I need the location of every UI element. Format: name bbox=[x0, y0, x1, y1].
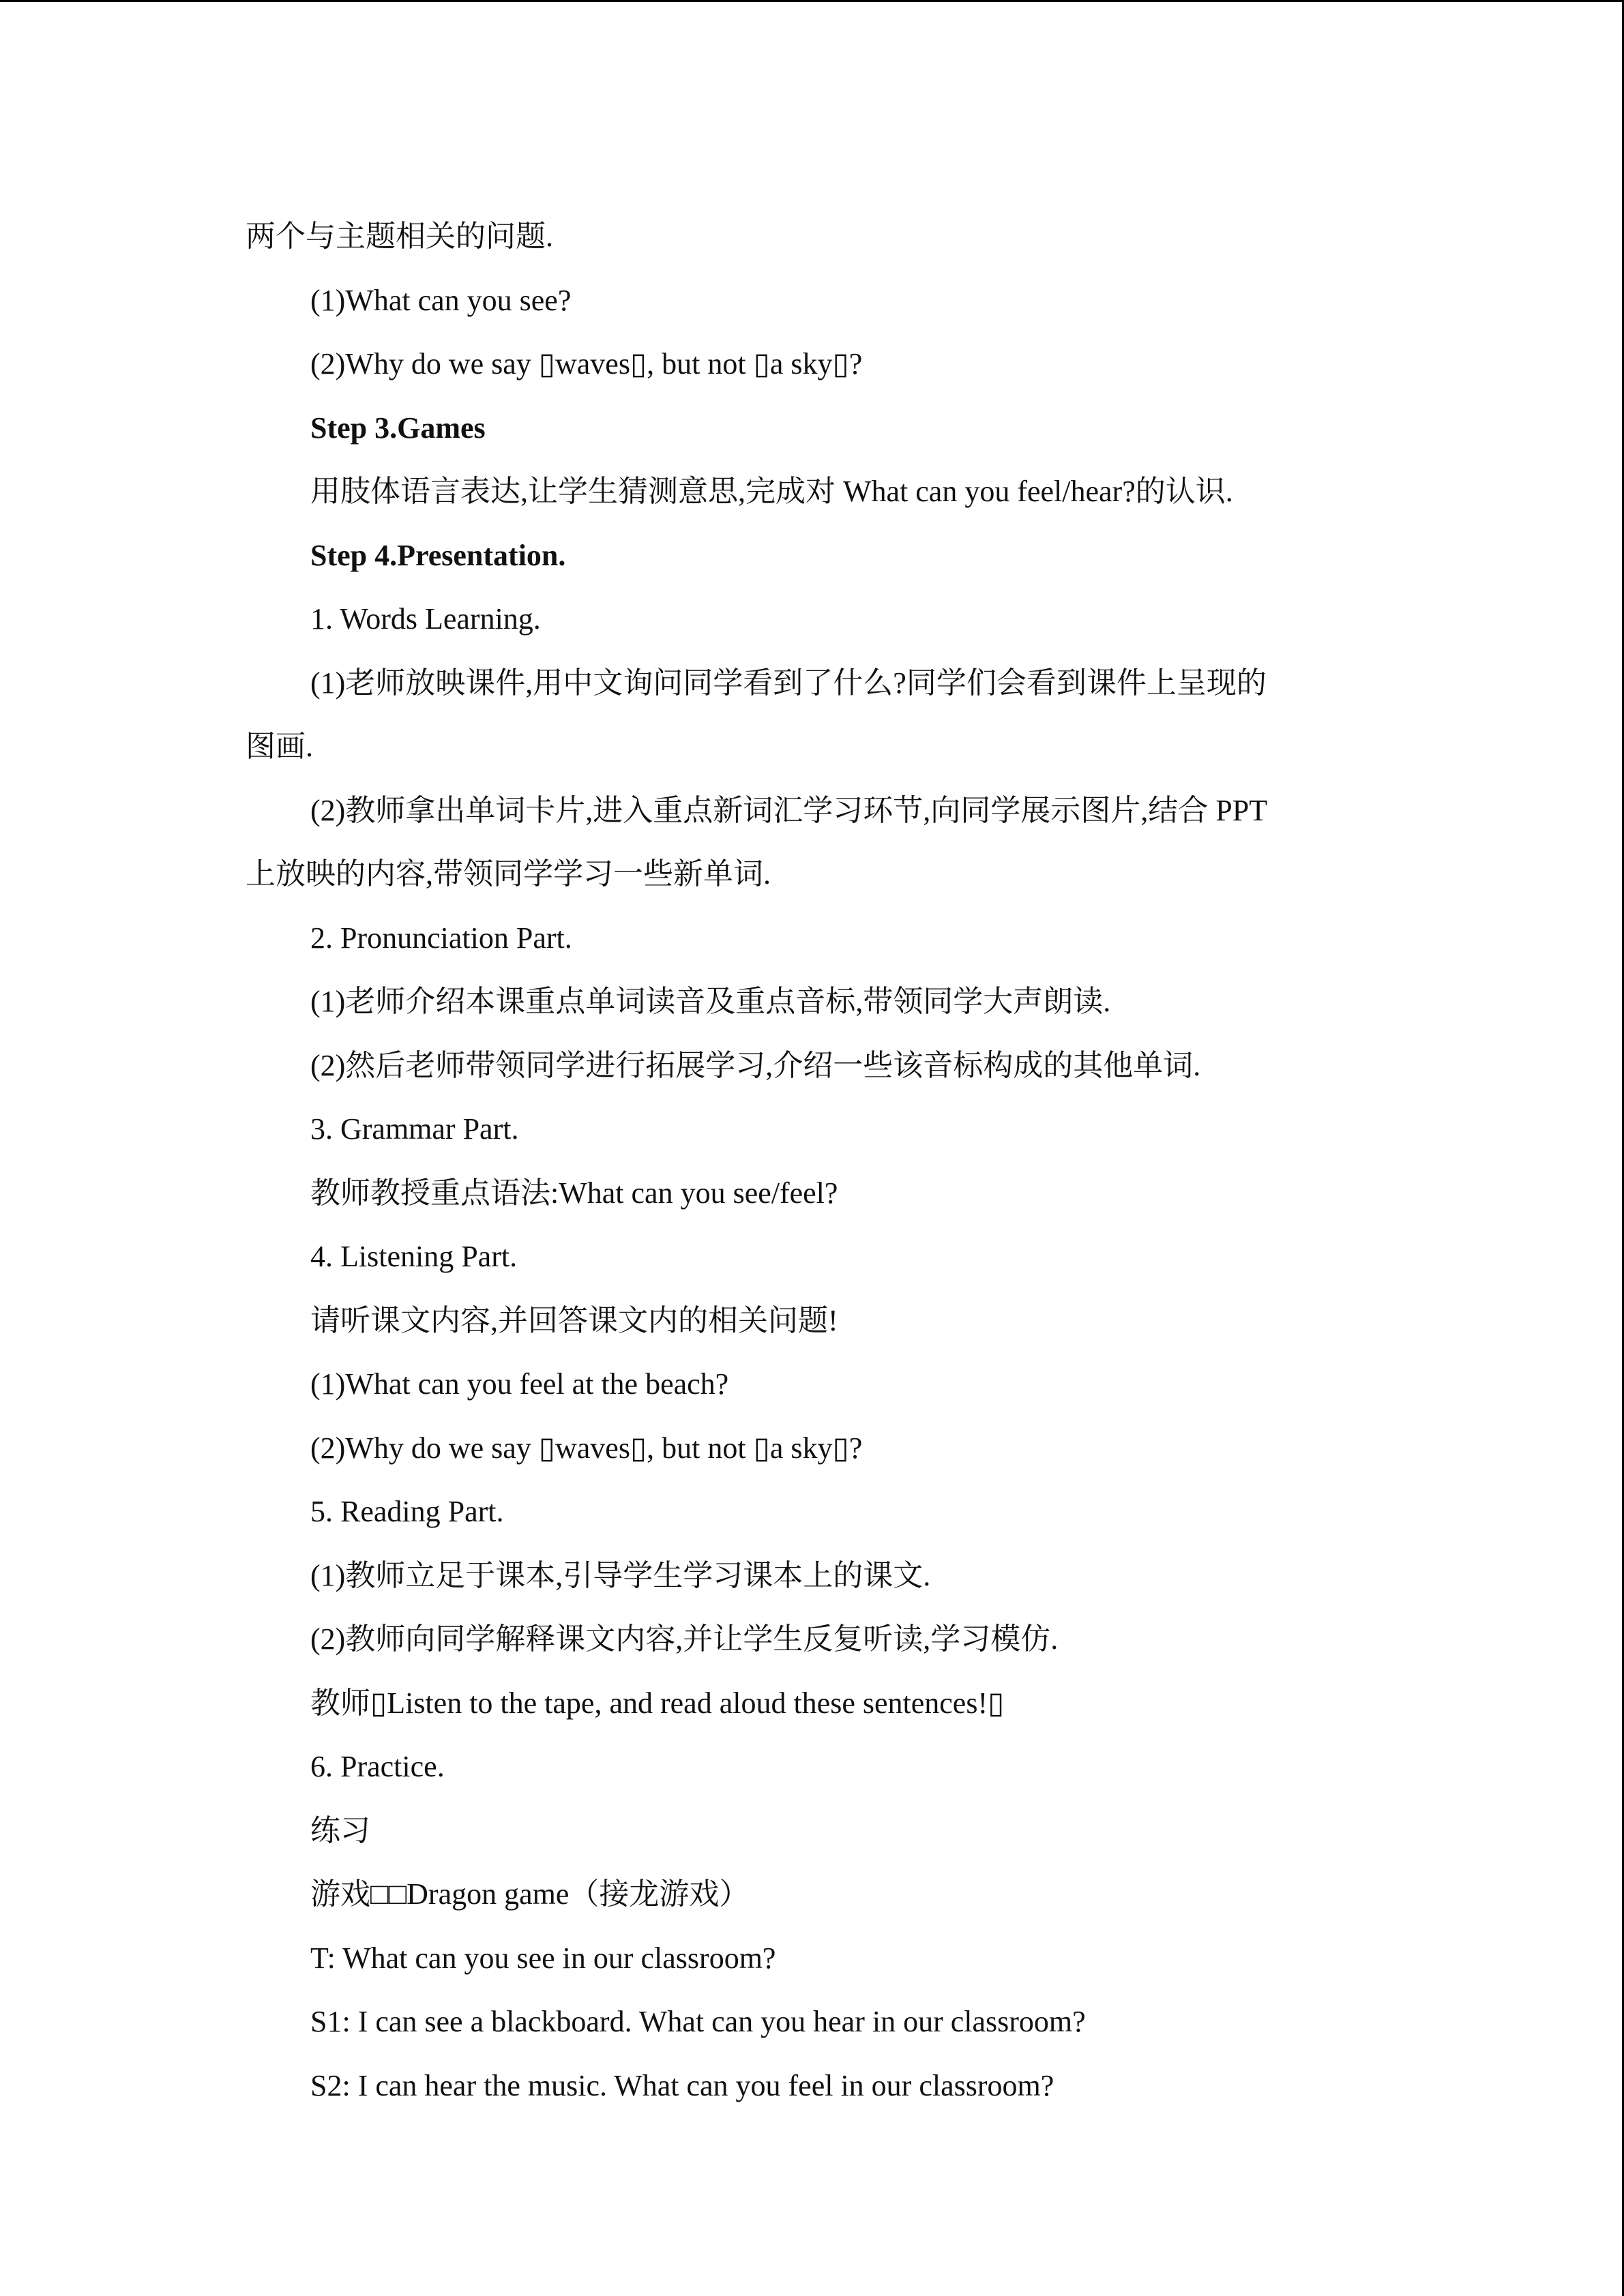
paragraph-line: 请听课文内容,并回答课文内的相关问题! bbox=[310, 1303, 838, 1337]
paragraph-line: 用肢体语言表达,让学生猜测意思,完成对 What can you feel/hear?的认识. bbox=[310, 475, 1233, 508]
paragraph-line: 6. Practice. bbox=[310, 1750, 445, 1783]
paragraph-line: 3. Grammar Part. bbox=[310, 1112, 519, 1146]
paragraph-line: (2)Why do we say ▯waves▯, but not ▯a sky▯? bbox=[310, 347, 863, 381]
paragraph-line: (1)老师放映课件,用中文询问同学看到了什么?同学们会看到课件上呈现的 bbox=[310, 666, 1267, 700]
paragraph-line: 游戏□□Dragon game（接龙游戏） bbox=[310, 1877, 750, 1911]
page-border-top bbox=[0, 0, 1624, 2]
paragraph-line: 两个与主题相关的问题. bbox=[246, 220, 553, 253]
paragraph-line: (2)然后老师带领同学进行拓展学习,介绍一些该音标构成的其他单词. bbox=[310, 1048, 1201, 1082]
paragraph-line: S2: I can hear the music. What can you feel in our classroom? bbox=[310, 2068, 1054, 2102]
paragraph-line: 图画. bbox=[246, 730, 313, 763]
paragraph-line: 教师教授重点语法:What can you see/feel? bbox=[310, 1176, 838, 1210]
document-body bbox=[246, 205, 1364, 2117]
paragraph-line: 教师▯Listen to the tape, and read aloud these sentences!▯ bbox=[310, 1686, 1005, 1720]
paragraph-line: 1. Words Learning. bbox=[310, 602, 541, 636]
paragraph-line: (1)What can you feel at the beach? bbox=[310, 1367, 729, 1401]
paragraph-line: (1)老师介绍本课重点单词读音及重点音标,带领同学大声朗读. bbox=[310, 985, 1111, 1018]
paragraph-line: T: What can you see in our classroom? bbox=[310, 1941, 776, 1975]
paragraph-line: (1)What can you see? bbox=[310, 283, 572, 317]
paragraph-line: 4. Listening Part. bbox=[310, 1240, 518, 1273]
paragraph-line: 5. Reading Part. bbox=[310, 1495, 504, 1528]
paragraph-line: (2)教师向同学解释课文内容,并让学生反复听读,学习模仿. bbox=[310, 1622, 1059, 1656]
paragraph-line: 上放映的内容,带领同学学习一些新单词. bbox=[246, 857, 771, 891]
paragraph-line: (2)Why do we say ▯waves▯, but not ▯a sky▯? bbox=[310, 1431, 863, 1465]
section-heading: Step 4.Presentation. bbox=[310, 538, 566, 572]
paragraph-line: S1: I can see a blackboard. What can you hear in our classroom? bbox=[310, 2005, 1086, 2038]
paragraph-line: (2)教师拿出单词卡片,进入重点新词汇学习环节,向同学展示图片,结合 PPT bbox=[310, 793, 1268, 827]
paragraph-line: 2. Pronunciation Part. bbox=[310, 921, 572, 955]
paragraph-line: (1)教师立足于课本,引导学生学习课本上的课文. bbox=[310, 1558, 931, 1592]
paragraph-line: 练习 bbox=[310, 1813, 370, 1847]
section-heading: Step 3.Games bbox=[310, 411, 486, 445]
